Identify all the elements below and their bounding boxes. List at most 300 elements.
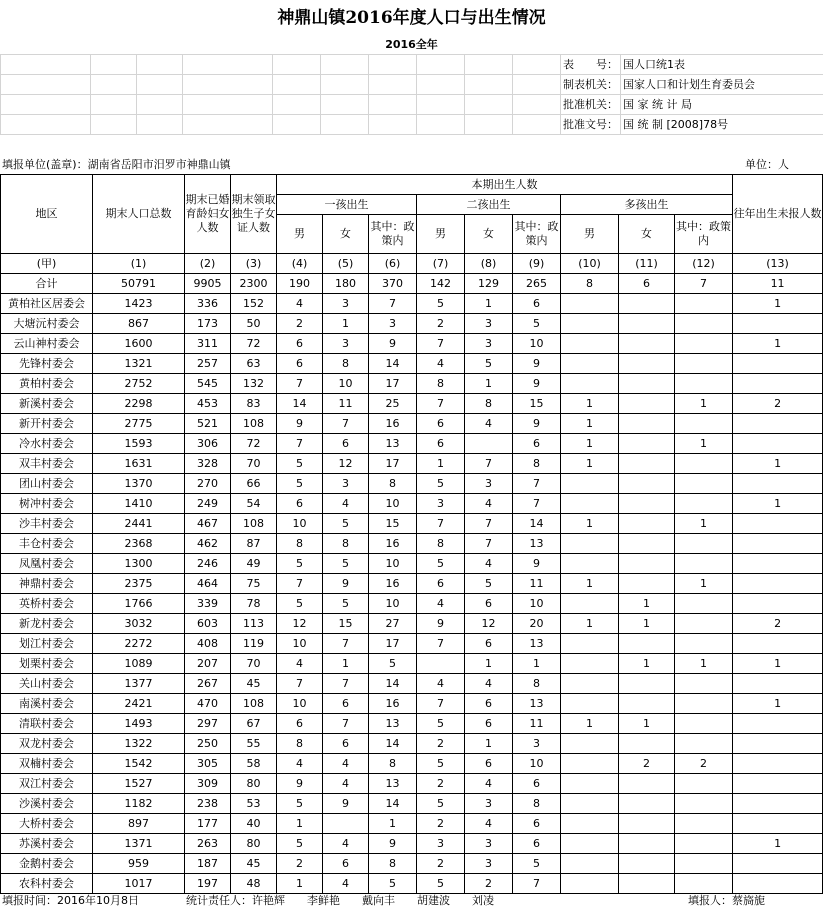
table-cell [733, 374, 823, 394]
responsible-persons: 统计责任人：许艳辉 李鲜艳 戴向丰 胡建波 刘凌 [186, 894, 494, 907]
table-cell [619, 814, 675, 834]
table-cell: 7 [323, 634, 369, 654]
table-cell [619, 434, 675, 454]
table-cell: 7 [417, 514, 465, 534]
meta-value: 国 家 统 计 局 [621, 95, 823, 115]
table-cell: 1 [513, 654, 561, 674]
table-cell [561, 314, 619, 334]
table-cell: 129 [465, 274, 513, 294]
table-cell: 5 [369, 874, 417, 894]
table-cell: 1 [465, 734, 513, 754]
table-cell: 197 [185, 874, 231, 894]
table-cell [561, 494, 619, 514]
table-cell: 3 [465, 794, 513, 814]
table-cell [675, 854, 733, 874]
table-cell: 14 [369, 734, 417, 754]
table-cell [619, 354, 675, 374]
column-code: (7) [417, 254, 465, 274]
column-code: (6) [369, 254, 417, 274]
table-cell: 2 [417, 774, 465, 794]
table-cell: 15 [369, 514, 417, 534]
report-date: 填报时间：2016年10月8日 [2, 894, 139, 907]
table-cell: 6 [417, 574, 465, 594]
table-cell [733, 634, 823, 654]
table-cell: 10 [277, 634, 323, 654]
table-cell [675, 634, 733, 654]
table-cell: 12 [323, 454, 369, 474]
table-cell: 6 [277, 714, 323, 734]
header-male: 男 [277, 215, 323, 254]
table-cell [465, 434, 513, 454]
table-cell: 55 [231, 734, 277, 754]
table-cell [561, 654, 619, 674]
table-cell: 453 [185, 394, 231, 414]
table-cell: 5 [277, 834, 323, 854]
table-cell: 7 [417, 334, 465, 354]
table-cell [561, 534, 619, 554]
table-cell: 267 [185, 674, 231, 694]
table-cell: 5 [417, 714, 465, 734]
table-cell: 464 [185, 574, 231, 594]
table-cell: 9905 [185, 274, 231, 294]
header-married-women: 期末已婚育龄妇女人数 [185, 175, 231, 254]
table-cell: 13 [369, 774, 417, 794]
region-name: 树冲村委会 [1, 494, 93, 514]
table-cell [675, 714, 733, 734]
table-cell: 3 [465, 334, 513, 354]
table-cell: 6 [465, 634, 513, 654]
header-male: 男 [561, 215, 619, 254]
region-name: 新龙村委会 [1, 614, 93, 634]
table-cell: 1 [323, 314, 369, 334]
region-name: 云山神村委会 [1, 334, 93, 354]
table-cell [561, 774, 619, 794]
table-cell: 2 [675, 754, 733, 774]
header-female: 女 [323, 215, 369, 254]
column-code: (2) [185, 254, 231, 274]
table-cell: 3 [323, 294, 369, 314]
table-cell: 119 [231, 634, 277, 654]
region-name: 先锋村委会 [1, 354, 93, 374]
data-table [0, 174, 823, 894]
table-cell: 7 [323, 674, 369, 694]
table-row [1, 414, 823, 434]
table-cell: 5 [513, 314, 561, 334]
table-cell: 1089 [93, 654, 185, 674]
table-cell [733, 754, 823, 774]
header-female: 女 [465, 215, 513, 254]
column-code: (3) [231, 254, 277, 274]
code-row [1, 254, 823, 274]
table-cell: 2 [465, 874, 513, 894]
table-cell: 8 [369, 854, 417, 874]
table-cell [561, 634, 619, 654]
table-cell: 1371 [93, 834, 185, 854]
table-row [1, 454, 823, 474]
table-cell [733, 514, 823, 534]
table-cell: 8 [369, 474, 417, 494]
table-cell [561, 794, 619, 814]
table-cell [561, 474, 619, 494]
table-cell: 309 [185, 774, 231, 794]
table-cell [619, 494, 675, 514]
table-cell [733, 354, 823, 374]
table-cell: 7 [417, 634, 465, 654]
table-cell: 87 [231, 534, 277, 554]
table-cell: 7 [277, 374, 323, 394]
table-cell: 7 [465, 454, 513, 474]
table-cell [619, 794, 675, 814]
table-cell: 2752 [93, 374, 185, 394]
table-row [1, 834, 823, 854]
table-cell: 2775 [93, 414, 185, 434]
table-row [1, 374, 823, 394]
table-cell: 8 [465, 394, 513, 414]
table-cell: 1 [277, 814, 323, 834]
table-cell: 1 [369, 814, 417, 834]
table-cell: 6 [417, 434, 465, 454]
table-cell: 8 [417, 534, 465, 554]
header-one-child-cert: 期末领取独生子女证人数 [231, 175, 277, 254]
table-cell: 16 [369, 414, 417, 434]
table-cell: 6 [323, 694, 369, 714]
table-cell: 14 [277, 394, 323, 414]
table-row [1, 274, 823, 294]
table-cell: 1 [733, 494, 823, 514]
table-cell [323, 814, 369, 834]
table-body [1, 254, 823, 894]
table-cell: 336 [185, 294, 231, 314]
table-row [1, 514, 823, 534]
table-cell: 5 [323, 514, 369, 534]
meta-key: 表 号： [561, 55, 621, 75]
table-cell: 9 [323, 574, 369, 594]
table-cell [675, 334, 733, 354]
table-cell [619, 294, 675, 314]
table-cell: 6 [513, 294, 561, 314]
period-label: 2016全年 [385, 38, 438, 51]
table-cell: 4 [323, 834, 369, 854]
table-cell: 10 [513, 334, 561, 354]
table-cell: 1 [733, 294, 823, 314]
table-row [1, 634, 823, 654]
table-cell: 328 [185, 454, 231, 474]
table-cell: 152 [231, 294, 277, 314]
table-row [1, 674, 823, 694]
table-cell [675, 494, 733, 514]
table-cell: 6 [465, 714, 513, 734]
table-cell: 339 [185, 594, 231, 614]
table-cell [733, 674, 823, 694]
table-cell: 11 [733, 274, 823, 294]
table-cell: 1 [733, 454, 823, 474]
header-second-child: 二孩出生 [417, 195, 561, 215]
table-row [1, 594, 823, 614]
table-cell [561, 854, 619, 874]
table-cell: 249 [185, 494, 231, 514]
table-cell: 1 [675, 574, 733, 594]
table-cell: 7 [277, 434, 323, 454]
table-cell: 14 [369, 794, 417, 814]
unit-label: 单位：人 [745, 157, 789, 171]
table-cell: 50 [231, 314, 277, 334]
table-cell: 897 [93, 814, 185, 834]
table-cell: 6 [619, 274, 675, 294]
table-cell: 3032 [93, 614, 185, 634]
table-cell: 83 [231, 394, 277, 414]
table-cell: 7 [513, 874, 561, 894]
table-cell: 6 [465, 754, 513, 774]
table-cell: 6 [277, 494, 323, 514]
table-cell: 3 [323, 474, 369, 494]
table-cell: 6 [513, 814, 561, 834]
table-cell [561, 694, 619, 714]
table-cell: 15 [513, 394, 561, 414]
table-cell: 14 [513, 514, 561, 534]
title-block [0, 0, 823, 54]
table-cell [733, 314, 823, 334]
table-cell: 177 [185, 814, 231, 834]
column-code: (4) [277, 254, 323, 274]
table-cell: 8 [561, 274, 619, 294]
table-cell [619, 734, 675, 754]
table-cell: 53 [231, 794, 277, 814]
table-cell: 6 [277, 334, 323, 354]
table-cell: 40 [231, 814, 277, 834]
table-cell [561, 334, 619, 354]
table-cell: 4 [323, 774, 369, 794]
column-code: (10) [561, 254, 619, 274]
table-cell: 3 [323, 334, 369, 354]
header-total-population: 期末人口总数 [93, 175, 185, 254]
table-cell: 142 [417, 274, 465, 294]
table-cell [619, 834, 675, 854]
table-cell: 9 [513, 374, 561, 394]
table-cell: 113 [231, 614, 277, 634]
table-cell [675, 354, 733, 374]
table-cell: 48 [231, 874, 277, 894]
region-name: 团山村委会 [1, 474, 93, 494]
table-cell: 7 [417, 394, 465, 414]
table-cell: 263 [185, 834, 231, 854]
table-cell: 8 [277, 734, 323, 754]
column-code: (甲) [1, 254, 93, 274]
table-cell: 4 [465, 414, 513, 434]
table-cell: 7 [277, 574, 323, 594]
table-cell [733, 554, 823, 574]
table-cell: 257 [185, 354, 231, 374]
meta-key: 批准机关： [561, 95, 621, 115]
table-cell: 3 [465, 854, 513, 874]
table-cell [675, 734, 733, 754]
table-cell: 1 [675, 514, 733, 534]
table-cell: 9 [417, 614, 465, 634]
meta-grid [0, 54, 823, 135]
table-cell [619, 574, 675, 594]
table-cell: 6 [417, 414, 465, 434]
table-cell: 1593 [93, 434, 185, 454]
table-cell: 867 [93, 314, 185, 334]
table-cell: 4 [417, 594, 465, 614]
table-cell: 370 [369, 274, 417, 294]
table-row [1, 554, 823, 574]
table-cell: 9 [513, 554, 561, 574]
table-cell [619, 334, 675, 354]
table-cell: 16 [369, 574, 417, 594]
table-cell: 6 [465, 694, 513, 714]
table-cell: 4 [417, 674, 465, 694]
table-cell [619, 514, 675, 534]
column-code: (5) [323, 254, 369, 274]
table-cell: 1 [561, 574, 619, 594]
header-prev-unreported: 往年出生未报人数 [733, 175, 823, 254]
table-cell [675, 474, 733, 494]
region-name: 划江村委会 [1, 634, 93, 654]
table-cell [733, 594, 823, 614]
table-cell: 305 [185, 754, 231, 774]
footer [0, 891, 823, 911]
table-cell [733, 734, 823, 754]
table-cell [675, 554, 733, 574]
table-cell: 5 [417, 754, 465, 774]
table-cell: 1 [675, 434, 733, 454]
table-cell: 1493 [93, 714, 185, 734]
table-cell: 45 [231, 674, 277, 694]
table-cell: 16 [369, 694, 417, 714]
table-cell [733, 774, 823, 794]
table-cell: 470 [185, 694, 231, 714]
table-cell: 4 [323, 754, 369, 774]
region-name: 双楠村委会 [1, 754, 93, 774]
region-name: 沙丰村委会 [1, 514, 93, 534]
table-cell [675, 454, 733, 474]
table-cell: 3 [465, 314, 513, 334]
table-cell: 66 [231, 474, 277, 494]
table-cell: 1377 [93, 674, 185, 694]
table-cell: 207 [185, 654, 231, 674]
region-name: 神鼎村委会 [1, 574, 93, 594]
table-cell: 190 [277, 274, 323, 294]
table-cell: 1 [619, 594, 675, 614]
table-cell [675, 694, 733, 714]
table-cell [619, 774, 675, 794]
table-cell [619, 314, 675, 334]
table-cell [733, 854, 823, 874]
table-cell [561, 294, 619, 314]
table-row [1, 394, 823, 414]
table-row [1, 814, 823, 834]
table-cell [619, 394, 675, 414]
table-cell [561, 354, 619, 374]
table-cell [675, 414, 733, 434]
table-cell: 6 [323, 854, 369, 874]
region-name: 新溪村委会 [1, 394, 93, 414]
table-cell: 1 [561, 394, 619, 414]
table-cell: 4 [465, 674, 513, 694]
table-cell: 108 [231, 414, 277, 434]
table-row [1, 734, 823, 754]
table-cell: 4 [277, 294, 323, 314]
region-name: 南溪村委会 [1, 694, 93, 714]
table-cell [561, 554, 619, 574]
table-row [1, 854, 823, 874]
table-cell: 462 [185, 534, 231, 554]
table-cell: 75 [231, 574, 277, 594]
table-cell: 11 [323, 394, 369, 414]
table-cell: 5 [417, 874, 465, 894]
table-cell [619, 374, 675, 394]
table-cell: 2 [417, 854, 465, 874]
table-cell [561, 594, 619, 614]
region-name: 黄柏社区居委会 [1, 294, 93, 314]
table-cell: 306 [185, 434, 231, 454]
table-cell: 4 [417, 354, 465, 374]
region-name: 沙溪村委会 [1, 794, 93, 814]
table-cell: 7 [465, 534, 513, 554]
table-cell [733, 814, 823, 834]
column-code: (8) [465, 254, 513, 274]
table-cell: 1 [675, 394, 733, 414]
region-name: 划栗村委会 [1, 654, 93, 674]
meta-value: 国家人口和计划生育委员会 [621, 75, 823, 95]
table-cell: 17 [369, 454, 417, 474]
table-cell: 80 [231, 774, 277, 794]
table-cell [619, 554, 675, 574]
table-cell: 10 [277, 514, 323, 534]
table-cell: 4 [277, 754, 323, 774]
table-cell: 4 [465, 494, 513, 514]
table-cell: 9 [369, 334, 417, 354]
table-cell: 10 [369, 594, 417, 614]
table-cell: 16 [369, 534, 417, 554]
table-cell: 6 [513, 834, 561, 854]
table-cell: 311 [185, 334, 231, 354]
table-cell: 8 [513, 454, 561, 474]
table-cell: 187 [185, 854, 231, 874]
table-cell: 1370 [93, 474, 185, 494]
table-cell: 7 [277, 674, 323, 694]
table-cell: 1321 [93, 354, 185, 374]
table-row [1, 714, 823, 734]
table-cell [619, 694, 675, 714]
table-cell [733, 794, 823, 814]
table-row [1, 334, 823, 354]
table-cell: 4 [323, 494, 369, 514]
header-multi-child: 多孩出生 [561, 195, 733, 215]
table-cell: 1410 [93, 494, 185, 514]
table-cell: 2 [733, 614, 823, 634]
table-cell [675, 834, 733, 854]
header-male: 男 [417, 215, 465, 254]
table-cell: 10 [277, 694, 323, 714]
table-cell: 132 [231, 374, 277, 394]
table-cell: 6 [323, 734, 369, 754]
region-name: 关山村委会 [1, 674, 93, 694]
table-cell: 180 [323, 274, 369, 294]
table-cell: 1 [323, 654, 369, 674]
table-cell: 3 [513, 734, 561, 754]
table-cell [561, 734, 619, 754]
table-cell: 3 [465, 834, 513, 854]
table-cell: 80 [231, 834, 277, 854]
table-cell: 3 [465, 474, 513, 494]
table-cell: 5 [417, 554, 465, 574]
table-cell: 2300 [231, 274, 277, 294]
table-cell: 27 [369, 614, 417, 634]
region-name: 苏溪村委会 [1, 834, 93, 854]
table-cell: 9 [277, 414, 323, 434]
header-policy: 其中：政策内 [513, 215, 561, 254]
